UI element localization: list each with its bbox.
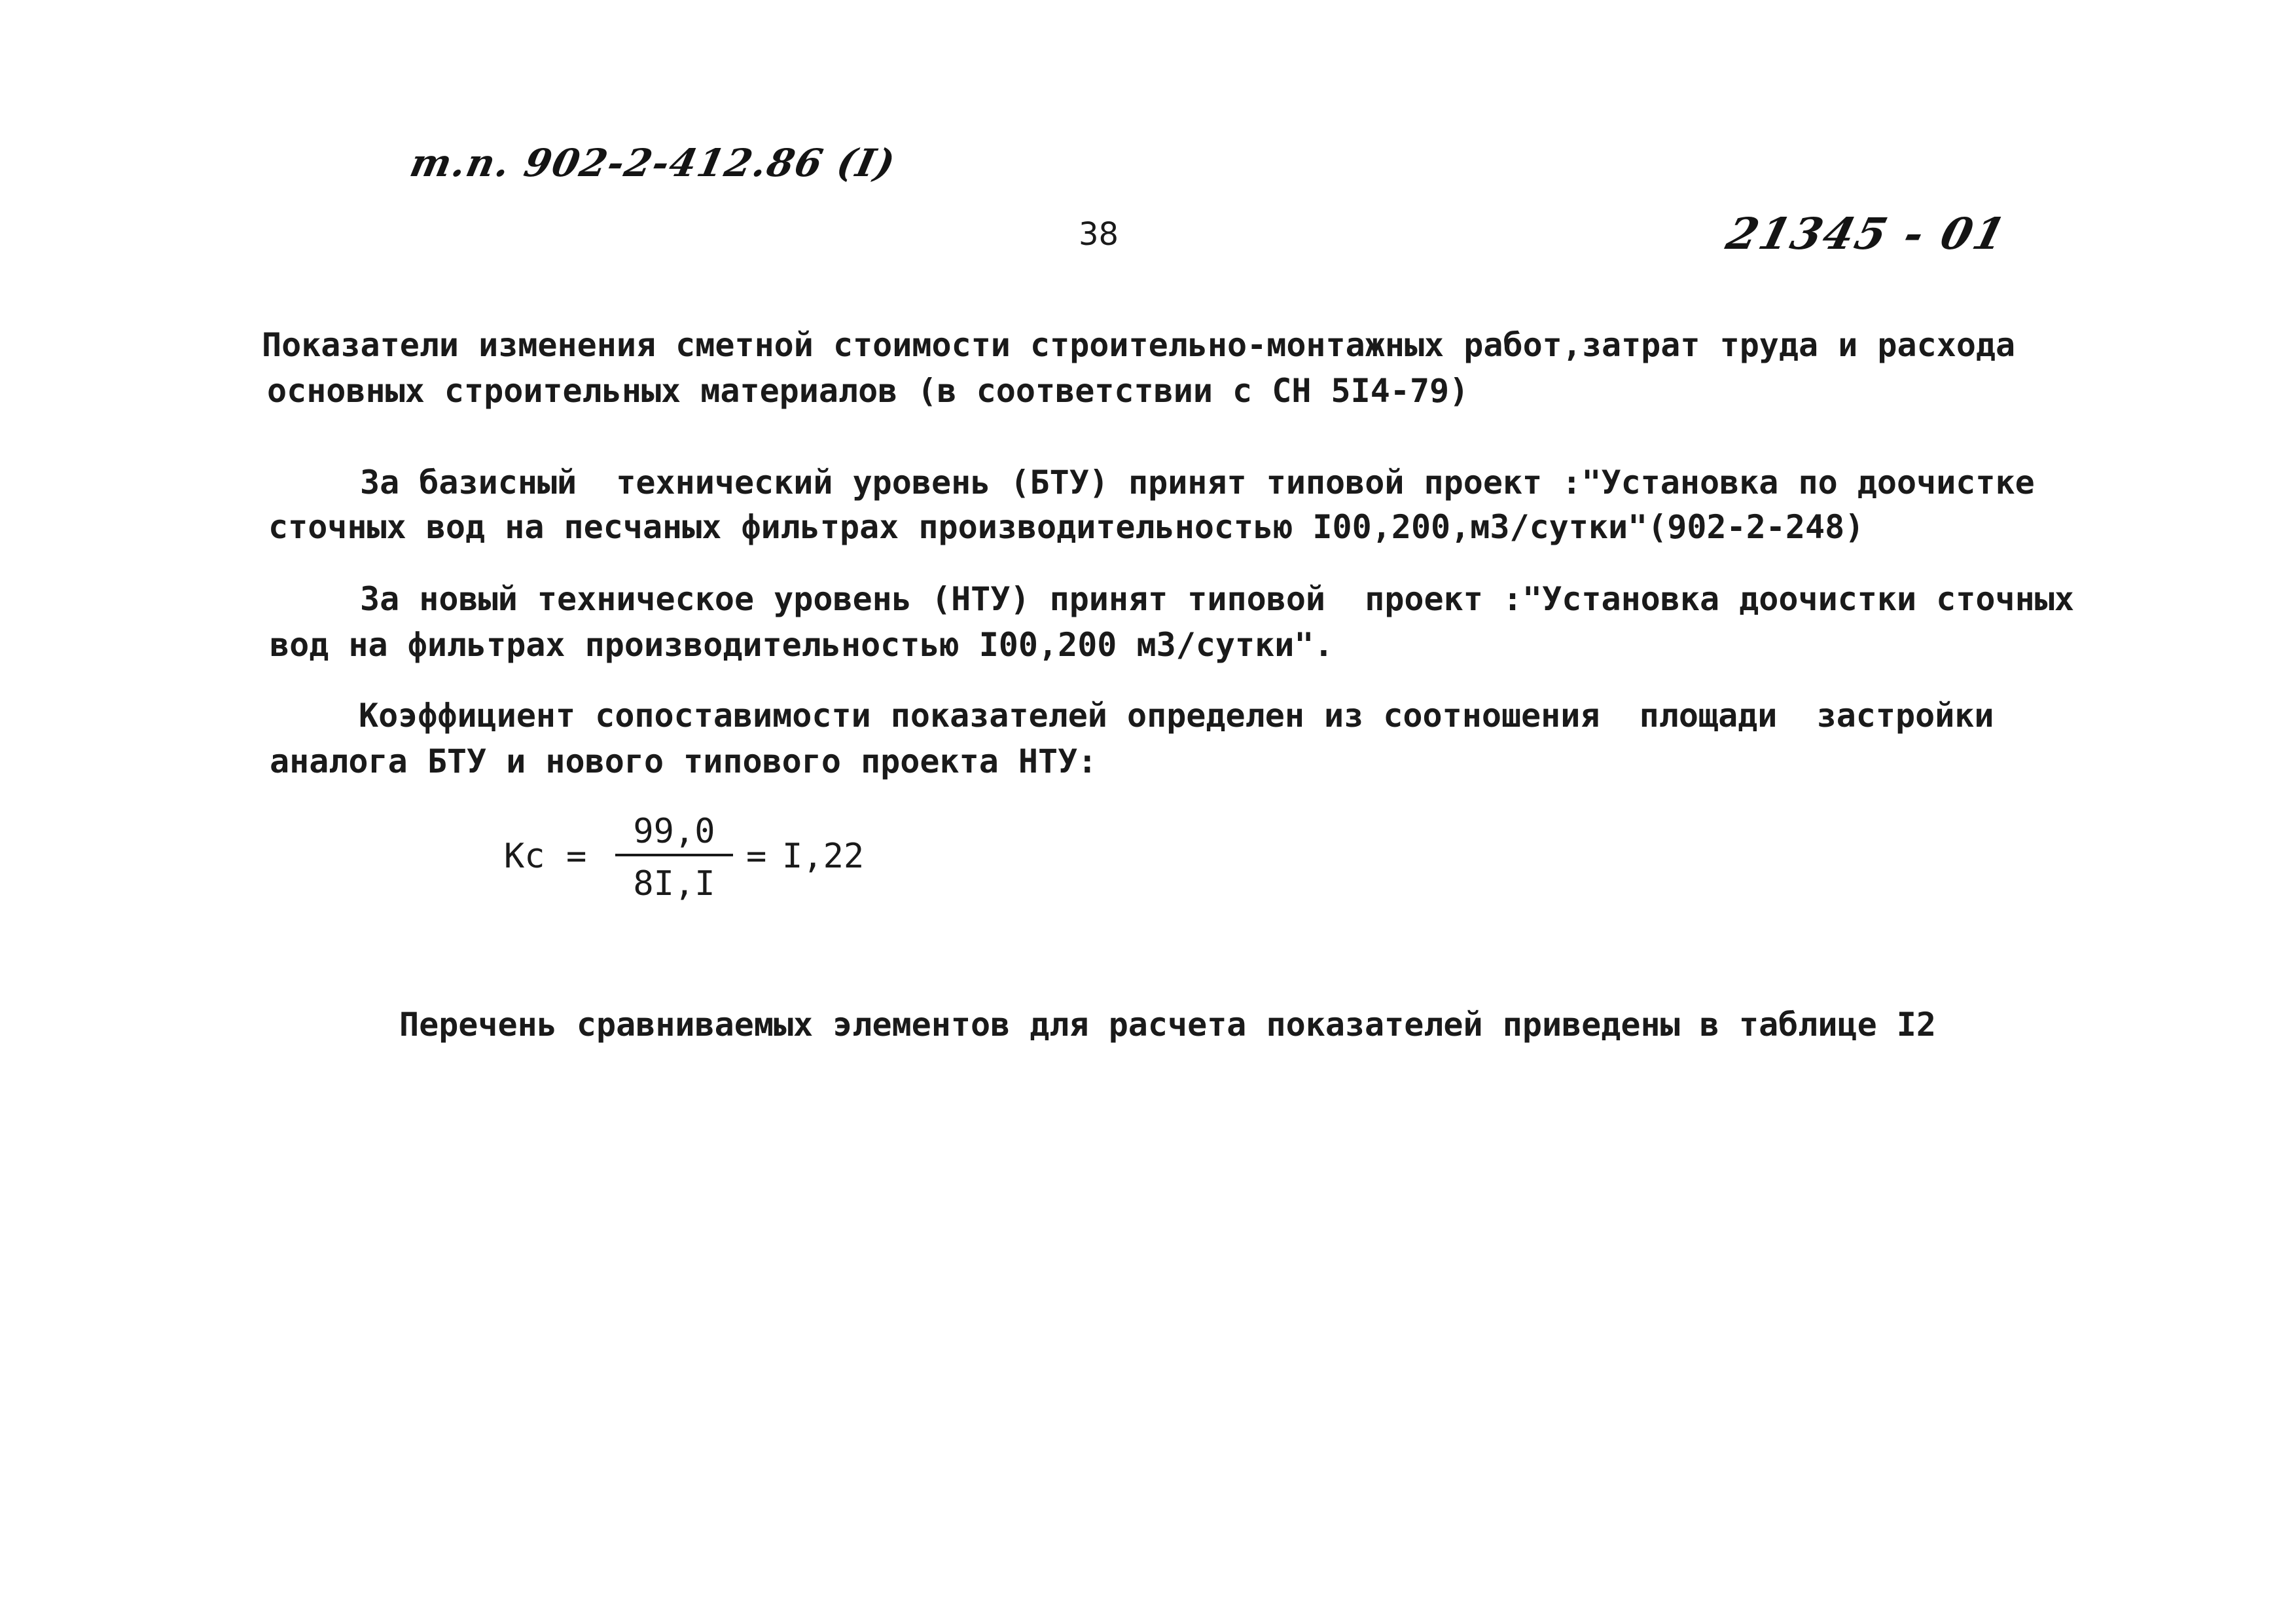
ntu-paragraph-line-2: вод на фильтрах производительностью I00,200 м3/сутки". [270,626,1334,664]
ntu-paragraph-line-1: За новый техническое уровень (НТУ) принят типовой проект :"Установка доочистки сточных [360,580,2074,618]
footer-note: Перечень сравниваемых элементов для расчета показателей приведены в таблице I2 [399,1006,1936,1044]
coef-paragraph-line-1: Коэффициент сопоставимости показателей определен из соотношения площади застройки [359,697,1994,735]
formula-numerator: 99,0 [633,812,715,851]
formula-equals-sign: = [566,837,587,876]
formula-lhs: Кс [504,837,545,876]
album-number-handwritten: 21345 - 01 [1721,208,2013,259]
title-line-1: Показатели изменения сметной стоимости строительно-монтажных работ,затрат труда и расхода [262,326,2016,364]
comparability-coefficient-formula [504,812,910,917]
coef-paragraph-line-2: аналога БТУ и нового типового проекта НТУ: [270,742,1098,780]
title-line-2: основных строительных материалов (в соответствии с СН 5I4-79) [267,372,1469,410]
page-number: 38 [1079,216,1119,253]
formula-fraction-bar [615,854,733,856]
formula-result: I,22 [782,837,865,876]
project-reference-handwritten: т.п. 902-2-412.86 (I) [406,141,901,185]
btu-paragraph-line-1: За базисный технический уровень (БТУ) принят типовой проект :"Установка по доочистке [360,464,2035,501]
formula-denominator: 8I,I [633,864,715,903]
btu-paragraph-line-2: сточных вод на песчаных фильтрах производительностью I00,200,м3/сутки"(902-2-248) [268,508,1865,546]
formula-equals-sign: = [746,837,767,876]
